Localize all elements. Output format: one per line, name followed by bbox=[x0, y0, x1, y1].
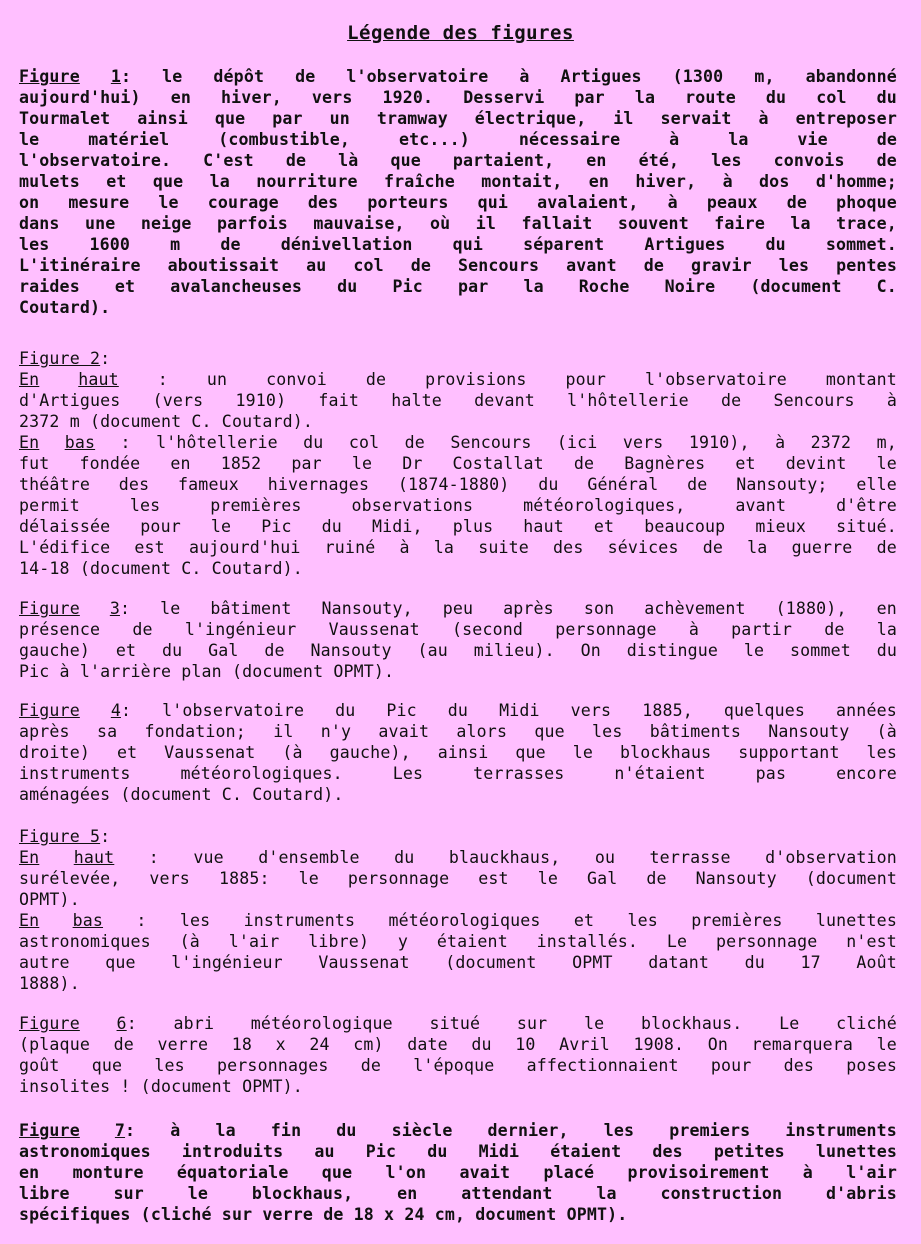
legend-line: 14-18 (document C. Coutard). bbox=[19, 559, 303, 578]
legend-line: astronomiques introduits au Pic du Midi étaient des petites lunettes bbox=[19, 1142, 897, 1161]
legend-line: Tourmalet ainsi que par un tramway électrique, il servait à entreposer bbox=[19, 109, 897, 128]
legend-line: (plaque de verre 18 x 24 cm) date du 10 Avril 1908. On remarquera le bbox=[19, 1035, 897, 1054]
legend-line: L'itinéraire aboutissait au col de Sencours avant de gravir les pentes bbox=[19, 256, 897, 275]
figure-legend-5 bbox=[19, 826, 897, 994]
legend-line: droite) et Vaussenat (à gauche), ainsi que le blockhaus supportant les bbox=[19, 743, 897, 762]
legend-line: Figure 1: le dépôt de l'observatoire à Artigues (1300 m, abandonné bbox=[19, 67, 897, 86]
legend-line: d'Artigues (vers 1910) fait halte devant l'hôtellerie de Sencours à bbox=[19, 391, 897, 410]
legend-line: autre que l'ingénieur Vaussenat (document OPMT datant du 17 Août bbox=[19, 953, 897, 972]
legend-line: Figure 2: bbox=[19, 349, 111, 368]
legend-line: instruments météorologiques. Les terrasses n'étaient pas encore bbox=[19, 764, 897, 783]
figure-legend-2 bbox=[19, 348, 897, 579]
legend-line: astronomiques (à l'air libre) y étaient installés. Le personnage n'est bbox=[19, 932, 897, 951]
legend-line: En haut : un convoi de provisions pour l'observatoire montant bbox=[19, 370, 897, 389]
figure-legend-7 bbox=[19, 1120, 897, 1225]
legend-line: Figure 5: bbox=[19, 827, 111, 846]
legend-line: gauche) et du Gal de Nansouty (au milieu). On distingue le sommet du bbox=[19, 641, 897, 660]
legend-line: dans une neige parfois mauvaise, où il fallait souvent faire la trace, bbox=[19, 214, 897, 233]
legend-line: théâtre des fameux hivernages (1874-1880) du Général de Nansouty; elle bbox=[19, 475, 897, 494]
legend-line: surélevée, vers 1885: le personnage est le Gal de Nansouty (document bbox=[19, 869, 897, 888]
legend-line: Figure 6: abri météorologique situé sur le blockhaus. Le cliché bbox=[19, 1014, 897, 1033]
legend-line: 1888). bbox=[19, 974, 80, 993]
legend-line: les 1600 m de dénivellation qui séparent Artigues du sommet. bbox=[19, 235, 897, 254]
legend-line: permit les premières observations météorologiques, avant d'être bbox=[19, 496, 897, 515]
legend-line: En bas : l'hôtellerie du col de Sencours (ici vers 1910), à 2372 m, bbox=[19, 433, 897, 452]
legend-line: présence de l'ingénieur Vaussenat (second personnage à partir de la bbox=[19, 620, 897, 639]
legend-line: En bas : les instruments météorologiques et les premières lunettes bbox=[19, 911, 897, 930]
legend-line: L'édifice est aujourd'hui ruiné à la suite des sévices de la guerre de bbox=[19, 538, 897, 557]
legend-line: spécifiques (cliché sur verre de 18 x 24 cm, document OPMT). bbox=[19, 1205, 628, 1224]
page-title: Légende des figures bbox=[347, 22, 574, 44]
legend-line: Figure 7: à la fin du siècle dernier, les premiers instruments bbox=[19, 1121, 897, 1140]
legend-line: Pic à l'arrière plan (document OPMT). bbox=[19, 662, 395, 681]
legend-line: le matériel (combustible, etc...) nécessaire à la vie de bbox=[19, 130, 897, 149]
legend-line: Figure 4: l'observatoire du Pic du Midi vers 1885, quelques années bbox=[19, 701, 897, 720]
legend-line: après sa fondation; il n'y avait alors que les bâtiments Nansouty (à bbox=[19, 722, 897, 741]
legend-line: aménagées (document C. Coutard). bbox=[19, 785, 344, 804]
legend-line: insolites ! (document OPMT). bbox=[19, 1077, 303, 1096]
legend-line: Figure 3: le bâtiment Nansouty, peu après son achèvement (1880), en bbox=[19, 599, 897, 618]
figure-legend-6 bbox=[19, 1013, 897, 1097]
legend-line: OPMT). bbox=[19, 890, 80, 909]
legend-line: fut fondée en 1852 par le Dr Costallat de Bagnères et devint le bbox=[19, 454, 897, 473]
legend-line: en monture équatoriale que l'on avait placé provisoirement à l'air bbox=[19, 1163, 897, 1182]
legend-line: l'observatoire. C'est de là que partaient, en été, les convois de bbox=[19, 151, 897, 170]
legend-line: on mesure le courage des porteurs qui avalaient, à peaux de phoque bbox=[19, 193, 897, 212]
legend-line: goût que les personnages de l'époque affectionnaient pour des poses bbox=[19, 1056, 897, 1075]
legend-line: raides et avalancheuses du Pic par la Roche Noire (document C. bbox=[19, 277, 897, 296]
legend-line: En haut : vue d'ensemble du blauckhaus, ou terrasse d'observation bbox=[19, 848, 897, 867]
figure-legend-3 bbox=[19, 598, 897, 682]
legend-line: 2372 m (document C. Coutard). bbox=[19, 412, 314, 431]
legend-line: Coutard). bbox=[19, 298, 111, 317]
figure-legend-4 bbox=[19, 700, 897, 805]
legend-line: mulets et que la nourriture fraîche montait, en hiver, à dos d'homme; bbox=[19, 172, 897, 191]
figure-legend-1 bbox=[19, 66, 897, 318]
legend-line: aujourd'hui) en hiver, vers 1920. Desservi par la route du col du bbox=[19, 88, 897, 107]
legend-line: délaissée pour le Pic du Midi, plus haut et beaucoup mieux situé. bbox=[19, 517, 897, 536]
legend-line: libre sur le blockhaus, en attendant la construction d'abris bbox=[19, 1184, 897, 1203]
